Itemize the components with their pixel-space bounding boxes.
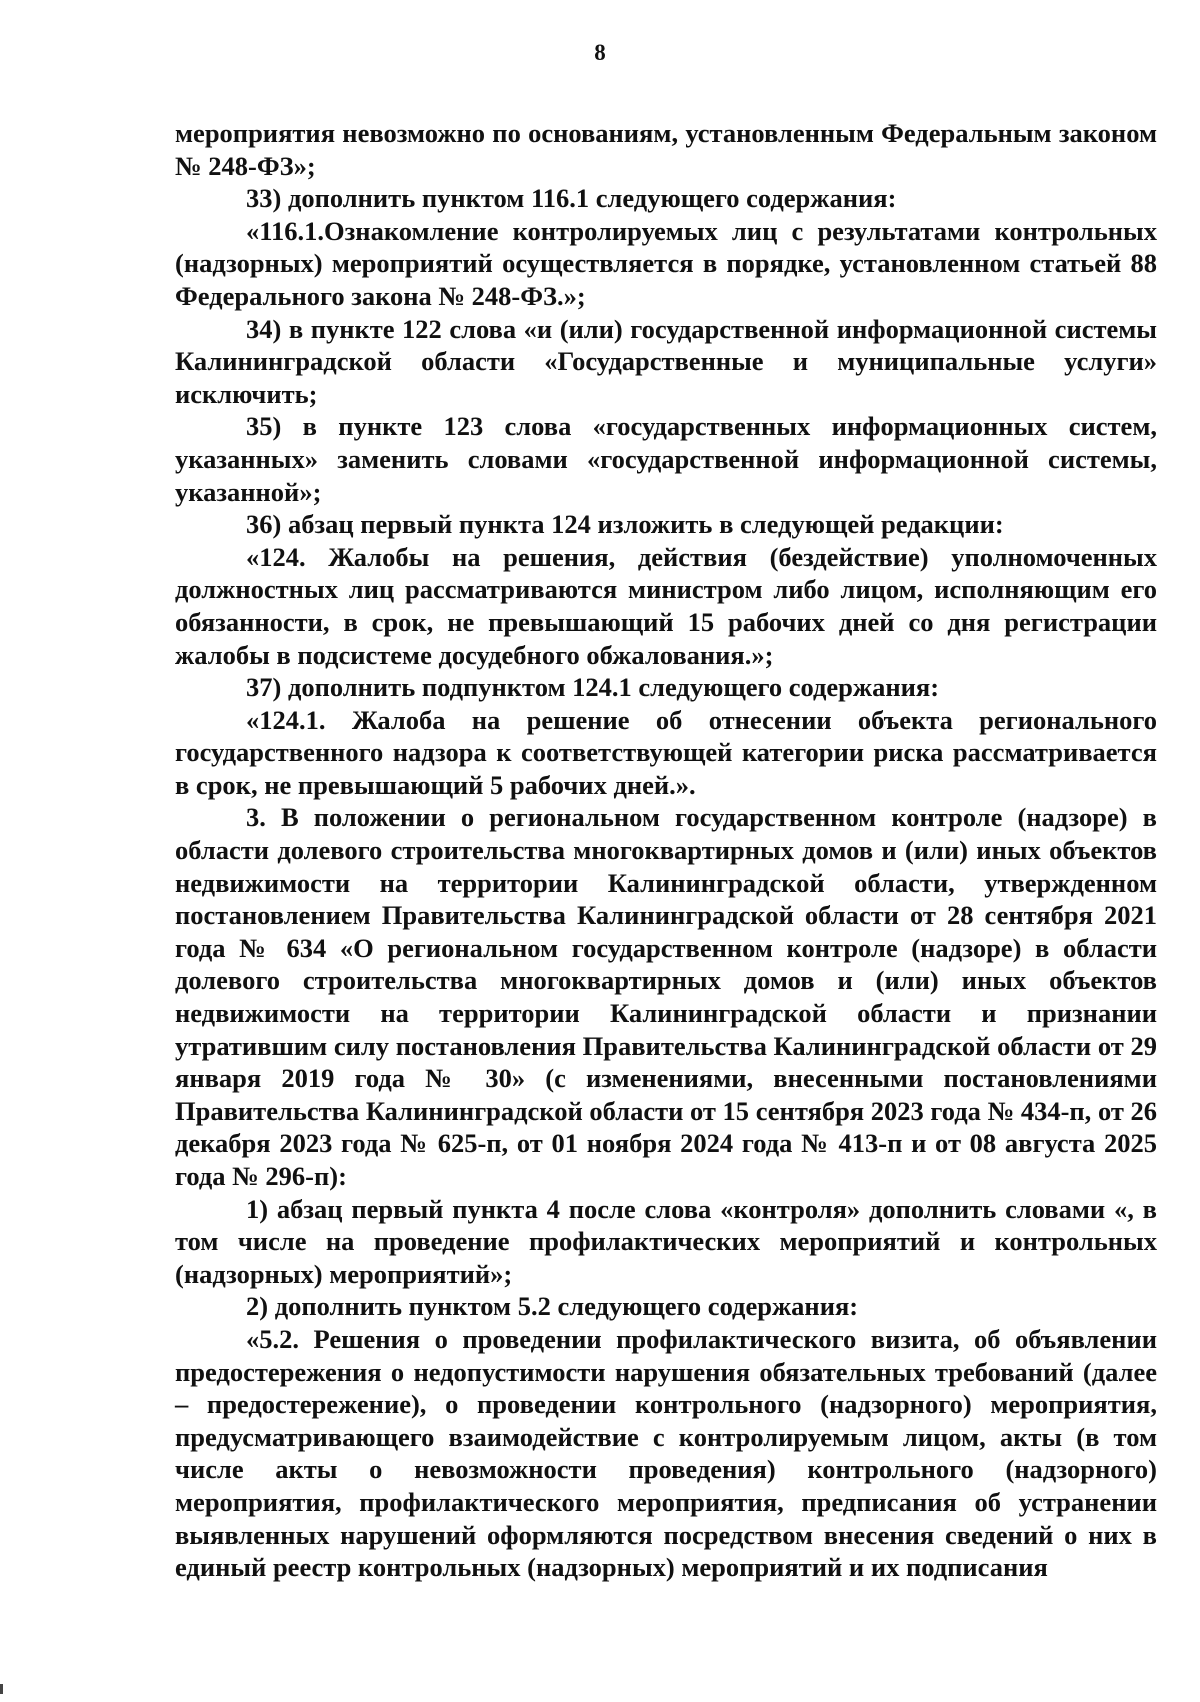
paragraph: 33) дополнить пунктом 116.1 следующего содержания: xyxy=(246,183,897,214)
page-number: 8 xyxy=(594,40,606,65)
paragraph: «124. Жалобы на решения, действия (бездействие) уполномоченных должностных лиц рассматриваются министром либо лицом, исполняющим его обязанности, в срок, не превышающий 15 рабочих дней со дня регистрации жалобы в подсистеме досудебного обжалования.»; xyxy=(175,541,1157,670)
scan-edge-mark xyxy=(0,1684,3,1694)
paragraph: 35) в пункте 123 слова «государственных информационных систем, указанных» заменить словами «государственной информационной системы, указанной»; xyxy=(175,411,1157,507)
paragraph: «116.1.Ознакомление контролируемых лиц с результатами контрольных (надзорных) мероприятий осуществляется в порядке, установленном статьей 88 Федерального закона № 248-ФЗ.»; xyxy=(175,215,1157,311)
paragraph: 37) дополнить подпунктом 124.1 следующего содержания: xyxy=(246,672,940,703)
paragraph: «124.1. Жалоба на решение об отнесении объекта регионального государственного надзора к соответствующей категории риска рассматривается в срок, не превышающий 5 рабочих дней.». xyxy=(175,704,1157,800)
paragraph: 34) в пункте 122 слова «и (или) государственной информационной системы Калининградской области «Государственные и муниципальные услуги» исключить; xyxy=(175,313,1157,409)
paragraph: 3. В положении о региональном государственном контроле (надзоре) в области долевого строительства многоквартирных домов и (или) иных объектов недвижимости на территории Калининградской области, утвержденном постановлением Правительства Калининградской области от 28 сентября 2021 года № 634 «О региональном государственном контроле (надзоре) в области долевого строительства многоквартирных домов и (или) иных объектов недвижимости на территории Калининградской области и признании утратившим силу постановления Правительства Калининградской области от 29 января 2019 года № 30» (с изменениями, внесенными постановлениями Правительства Калининградской области от 15 сентября 2023 года № 434-п, от 26 декабря 2023 года № 625-п, от 01 ноября 2024 года № 413-п и от 08 августа 2025 года № 296-п): xyxy=(175,802,1157,1191)
paragraph: 2) дополнить пунктом 5.2 следующего содержания: xyxy=(246,1291,859,1322)
paragraph: мероприятия невозможно по основаниям, установленным Федеральным законом № 248-ФЗ»; xyxy=(175,118,1157,181)
paragraph: 36) абзац первый пункта 124 изложить в следующей редакции: xyxy=(246,509,1004,540)
paragraph: 1) абзац первый пункта 4 после слова «контроля» дополнить словами «, в том числе на проведение профилактических мероприятий и контрольных (надзорных) мероприятий»; xyxy=(175,1193,1157,1289)
document-body xyxy=(175,117,1157,1584)
paragraph: «5.2. Решения о проведении профилактического визита, об объявлении предостережения о недопустимости нарушения обязательных требований (далее – предостережение), о проведении контрольного (надзорного) мероприятия, предусматривающего взаимодействие с контролируемым лицом, акты (в том числе акты о невозможности проведения) контрольного (надзорного) мероприятия, профилактического мероприятия, предписания об устранении выявленных нарушений оформляются посредством внесения сведений о них в единый реестр контрольных (надзорных) мероприятий и их подписания xyxy=(175,1323,1157,1583)
